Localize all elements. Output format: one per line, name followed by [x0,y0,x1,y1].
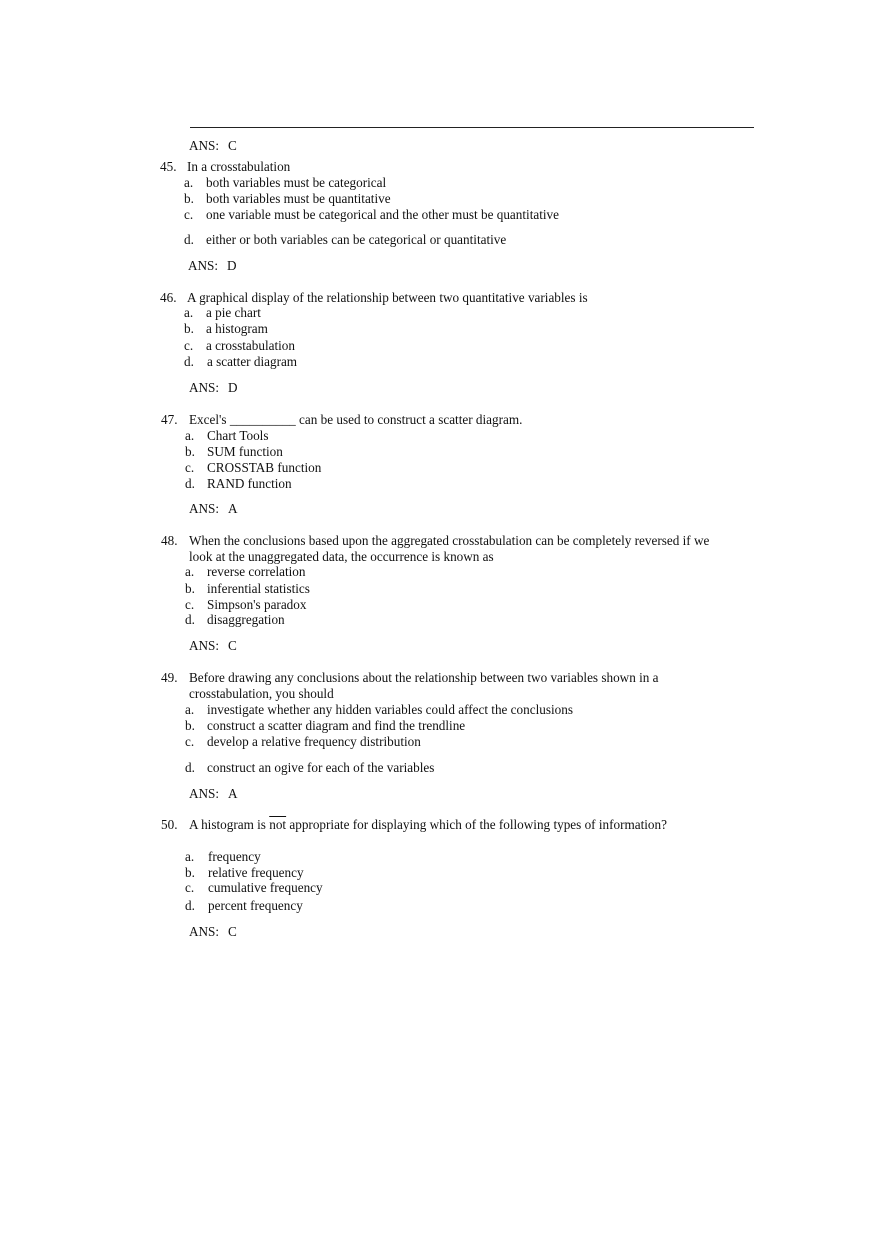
question-49-stem-line-1: Before drawing any conclusions about the relationship between two variables shown in a [189,670,659,685]
question-47-answer-value: A [228,501,238,516]
question-46-stem: A graphical display of the relationship between two quantitative variables is [187,290,588,305]
question-45-answer-label: ANS: [188,258,219,273]
question-50-option-d-text: percent frequency [208,898,303,913]
question-48-option-d-text: disaggregation [207,612,285,627]
question-50-stem-after: appropriate for displaying which of the following types of information? [286,817,667,832]
question-48-number: 48. [161,533,178,548]
question-50-answer-label: ANS: [189,924,220,939]
question-47-option-d-text: RAND function [207,476,292,491]
question-48-option-a-text: reverse correlation [207,564,306,579]
question-46-option-d-text: a scatter diagram [207,354,298,369]
question-48-option-c-text: Simpson's paradox [207,597,307,612]
question-48-option-b-letter: b. [185,581,195,596]
question-45-option-a-text: both variables must be categorical [206,175,387,190]
question-50-number: 50. [161,817,178,832]
question-49-stem-line-2: crosstabulation, you should [189,686,334,701]
question-45-option-a-letter: a. [184,175,194,190]
question-50-option-c-text: cumulative frequency [208,880,323,895]
question-50-option-a-text: frequency [208,849,261,864]
question-49-option-d-text: construct an ogive for each of the variables [207,760,435,775]
question-45-option-b-text: both variables must be quantitative [206,191,391,206]
question-50-stem-before: A histogram is [189,817,270,832]
previous-answer-label: ANS: [189,138,220,153]
question-46-answer-label: ANS: [189,380,220,395]
question-47-stem: Excel's __________ can be used to construct a scatter diagram. [189,412,523,427]
question-50-option-c-letter: c. [185,880,195,895]
question-49-answer-label: ANS: [189,786,220,801]
question-45-option-b-letter: b. [184,191,194,206]
question-49-option-c-text: develop a relative frequency distribution [207,734,421,749]
question-47-option-c-letter: c. [185,460,195,475]
question-47-option-d-letter: d. [185,476,195,491]
question-46-answer-value: D [228,380,238,395]
question-49-answer-value: A [228,786,238,801]
question-49-number: 49. [161,670,178,685]
question-50-stem [189,818,667,831]
question-48-stem-line-1: When the conclusions based upon the aggregated crosstabulation can be completely reversed if we [189,533,710,548]
question-46-option-b-letter: b. [184,321,194,336]
question-47-option-b-letter: b. [185,444,195,459]
question-47-option-c-text: CROSSTAB function [207,460,322,475]
question-48-option-c-letter: c. [185,597,195,612]
question-49-option-b-text: construct a scatter diagram and find the trendline [207,718,466,733]
question-45-option-d-text: either or both variables can be categorical or quantitative [206,232,507,247]
question-46-option-a-letter: a. [184,305,194,320]
question-46-option-d-letter: d. [184,354,194,369]
question-45-option-d-letter: d. [184,232,194,247]
question-48-stem-line-2: look at the unaggregated data, the occurrence is known as [189,549,494,564]
question-48-option-b-text: inferential statistics [207,581,310,596]
question-45-option-c-text: one variable must be categorical and the other must be quantitative [206,207,560,222]
question-49-option-a-text: investigate whether any hidden variables could affect the conclusions [207,702,573,717]
question-46-option-b-text: a histogram [206,321,268,336]
question-46-option-c-letter: c. [184,338,194,353]
question-45-option-c-letter: c. [184,207,194,222]
question-49-option-a-letter: a. [185,702,195,717]
question-46-option-c-text: a crosstabulation [206,338,295,353]
question-49-option-c-letter: c. [185,734,195,749]
question-45-number: 45. [160,159,177,174]
question-50-option-a-letter: a. [185,849,195,864]
question-46-option-a-text: a pie chart [206,305,261,320]
question-49-option-b-letter: b. [185,718,195,733]
question-47-option-a-text: Chart Tools [207,428,269,443]
question-50-stem-emphasis: $\overline{not}$ [269,817,287,832]
question-47-answer-label: ANS: [189,501,220,516]
question-50-option-b-text: relative frequency [208,865,304,880]
question-47-number: 47. [161,412,178,427]
question-45-stem: In a crosstabulation [187,159,291,174]
question-50-option-d-letter: d. [185,898,195,913]
question-48-answer-label: ANS: [189,638,220,653]
question-50-option-b-letter: b. [185,865,195,880]
question-48-option-d-letter: d. [185,612,195,627]
top-divider-line [190,127,754,128]
question-47-option-b-text: SUM function [207,444,283,459]
question-49-option-d-letter: d. [185,760,195,775]
question-46-number: 46. [160,290,177,305]
question-45-answer-value: D [227,258,237,273]
question-48-option-a-letter: a. [185,564,195,579]
previous-answer-value: C [228,138,237,153]
question-47-option-a-letter: a. [185,428,195,443]
question-48-answer-value: C [228,638,237,653]
question-50-answer-value: C [228,924,237,939]
